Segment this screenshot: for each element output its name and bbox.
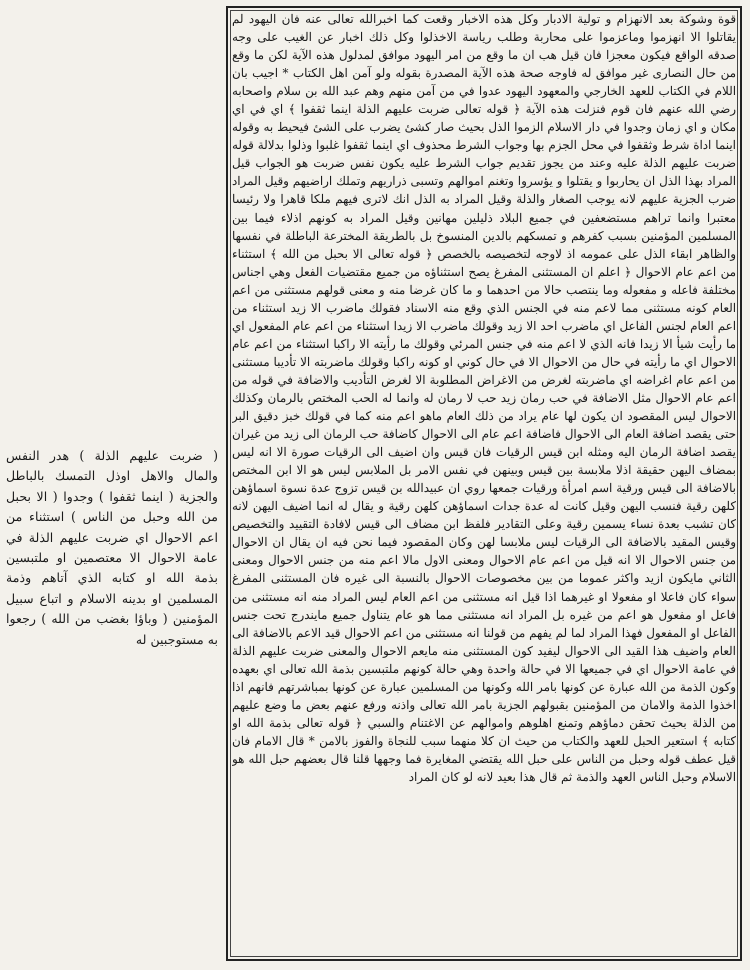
margin-gloss-block [6, 446, 218, 650]
margin-gloss-text: ( ضربت عليهم الذلة ) هدر النفس والمال والاهل اوذل التمسك بالباطل والجزية ( اينما ثقفوا ) وجدوا ( الا بحبل من الله وحبل من الناس ) استثناء من اعم الاحوال اي ضربت عليهم الذلة في عامة الاحوال الا معتصمين او ملتبسين بذمة الله او كتابه الذي آتاهم وذمة المسلمين او بدينه الاسلام و اتباع سبيل المؤمنين ( وباؤا بغضب من الله ) رجعوا به مستوجبين له [6, 448, 218, 647]
page-mark [520, 0, 524, 4]
main-text-body: قوة وشوكة بعد الانهزام و تولية الادبار وكل هذه الاخبار وقعت كما اخبرالله تعالى عنه فان اليهود لم يقاتلوا الا انهزموا وماعزموا على محاربة وطلب رياسة الاخذلوا وكل ذلك اخبار عن الغيب على وجه صدقه الواقع فيكون معجزا فان قيل هب ان ما وقع من امر اليهود موافق لمدلول هذه الآية لكن ما وقع من حال النصارى غير موافق له فاوجه صحة هذه الآية المصدرة بقوله ولو آمن اهل الكتاب * اجيب بان اللام في الكتاب للعهد الخارجي والمعهود اليهود عدوا في من آمن منهم وهم عبد الله بن سلام واصحابه رضي الله عنهم فان قوم فنزلت هذه الآية ﴿ قوله تعالى ضربت عليهم الذلة اينما ثقفوا ﴾ اي في اي مكان و اي زمان وجدوا في دار الاسلام الزموا الذل بحيث صار كشئ يضرب على الشئ فيحيط به وقوله اينما اداة شرط وثقفوا في محل الجزم بها وجواب الشرط محذوف اي اينما ثقفوا غلبوا وذلوا بدلالة قوله ضربت عليهم الذلة عليه وعند من يجوز تقديم جواب الشرط عليه يكون نفس ضربت هو الجواب قيل المراد بهذا الذل ان يحاربوا و يقتلوا و يؤسروا وتغنم اموالهم وتسبى ذراريهم وتملك اراضيهم وقيل المراد ضرب الجزية عليهم لانه يوجب الصغار والذلة وقيل المراد به الذل انك لاترى فيهم ملكا قاهرا ولا رئيسا معتبرا وانما تراهم مستضعفين في جميع البلاد ذليلين مهانين وقيل المراد به كونهم اذلاء فيما بين المسلمين المؤمنين بسبب كفرهم و تمسكهم بالدين المنسوخ بل بالطريقة المخترعة الباطلة في نفسها والظاهر ابقاء الذل على عمومه اذ لاوجه لتخصيصه بالخصص ﴿ قوله تعالى الا بحبل من الله ﴾ استثناء من اعم عام الاحوال ﴿ اعلم ان المستثنى المفرغ يصح استثناؤه من جميع مقتضيات الفعل وهي اجناس مختلفة فاعله و مفعوله وما ينتصب حالا من احدهما و ما كان غرضا منه و معنى قولهم مستثنى من اعم العام كونه مستثنى مما لاعم منه في الجنس الذي وقع منه الاسناد فقولك ماضرب الا زيد استثناء من اعم العام لجنس الفاعل اي ماضرب احد الا زيد وقولك ماضرب الا زيدا استثناء من اعم عام المفعول اي ما رأيت شيأ الا زيدا فانه الذي لا اعم منه في جنس المرئي وقولك ما رأيته الا راكبا استثناء من اعم عام الاحوال اي ما رأيته في حال من الاحوال الا في حال كوني او كونه راكبا وقولك ماضربته الا تأديبا مستثنى من اعم عام اغراضه اي ماضربته لغرض من الاغراض المطلوبة الا لغرض التأديب والاضافة في قوله من اعم عام الاحوال مثل الاضافة في حب رمان زيد حب لا رمان له وانما له الحب المختص بالرمان وكذلك الاحوال ليس المقصود ان يكون لها عام يراد من ذلك العام ماهو اعم منه كما في قولك خبز دقيق البر حتى يقصد اضافة العام الى الاحوال فاضافة اعم عام الى الاحوال كاضافة حب الرمان الى زيد من غيران يقصد اضافة الرمان اليه ومثله ابن قيس الرقيات فان قيس وان اضيف الى الرقيات صورة الا انه ليس بمضاف اليهن حقيقة اذلا ملابسة بين قيس وبينهن في نفس الامر بل الملابس ليس هو الا ابن المختص بالاضافة الى قيس ورقية اسم امرأة ورقيات جمعها روي ان عبيدالله بن قيس تزوج عدة نسوة اسماؤهن كلهن رقية فنسب اليهن وقيل كانت له عدة جدات اسماؤهن كلهن رقية و يقال له انما اضيف اليهن لانه كان تشبب بعدة نساء يسمين رقية وعلى التقادير فلفظ ابن مضاف الى قيس لافادة التقييد والتخصيص وقيس المقيد بالاضافة الى الرقيات ليس ملابسا لهن وكان المقصود فيما نحن فيه ان يقال ان الاحوال من جنس الاحوال الا انه قيل من اعم عام الاحوال ومعنى الاول مالا اعم منه من جنس الاحوال ومعنى الثاني مايكون ازيد واكثر عموما من بين مخصوصات الاحوال بالنسبة الى غيره فان المستثنى المفرغ سواء كان فاعلا او مفعولا او غيرهما اذا قيل انه مستثنى من اعم العام ليس المراد منه انه مستثنى من فاعل او مفعول هو اعم من غيره بل المراد انه مستثنى مما هو عام يتناول جميع مايندرج تحت جنس الفاعل او المفعول فهذا المراد لما لم يفهم من قولنا انه مستثنى من اعم الاحوال قيد الاعم بالاضافة الى العام واضيف هذا القيد الى الاحوال ليفيد كون المستثنى منه مايعم الاحوال والمعنى ضربت عليهم الذلة في عامة الاحوال اي في جميعها الا في حالة واحدة وهي حالة كونهم ملتبسين بذمة الله تعالى اي بعهده وكون الذمة من الله عبارة عن كونها بامر الله وكونها من المسلمين عبارة عن كونها بمباشرتهم فانهم اذا اخذوا الذمة والامان من المؤمنين بقبولهم الجزية بامر الله تعالى واذنه ورفع عنهم بعض ما وضع عليهم من الذلة بحيث تحقن دماؤهم وتمنع اهلوهم واموالهم عن الاغتنام والسبي ﴿ قوله تعالى بذمة الله او كتابه ﴾ استعير الحبل للعهد والكتاب من حيث ان كلا منهما سبب للنجاة والفوز بالامن * قال الامام فان قيل عطف قوله وحبل من الناس على حبل الله يقتضي المغايرة فما وجهها قلنا قال بعضهم حبل الله هو الاسلام وحبل الناس العهد والذمة ثم قال هذا بعيد لانه لو كان المراد [232, 12, 736, 784]
main-text-block [232, 10, 736, 956]
